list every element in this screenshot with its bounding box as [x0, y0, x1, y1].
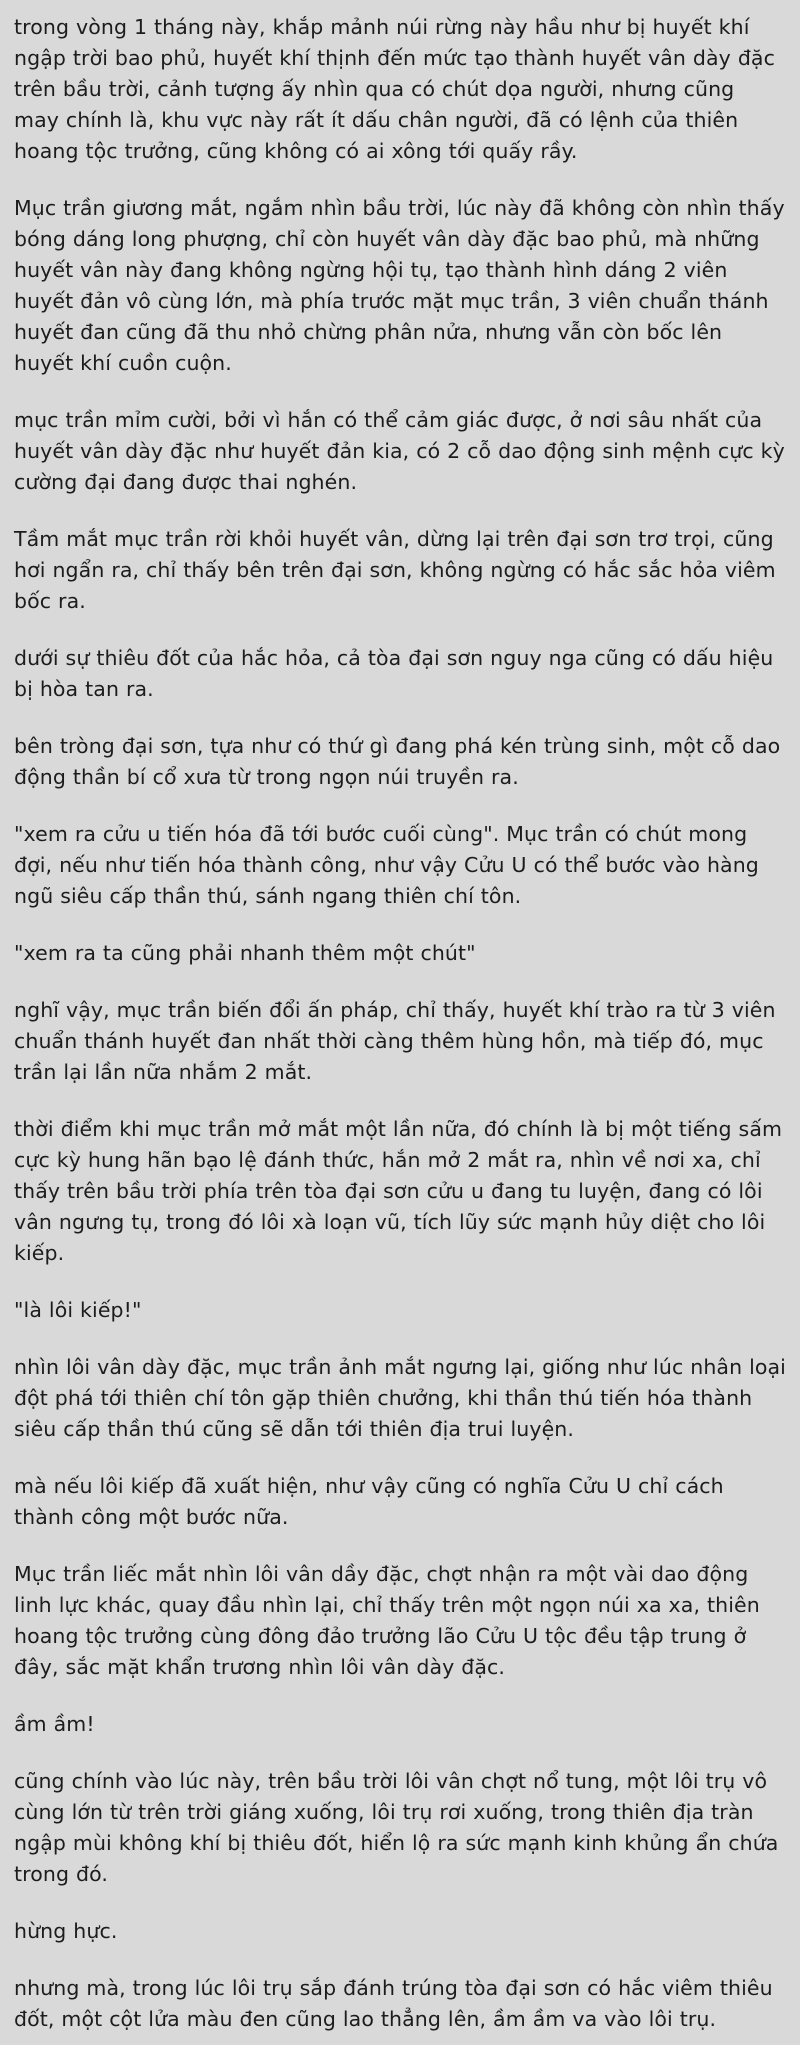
paragraph: cũng chính vào lúc này, trên bầu trời lôi vân chợt nổ tung, một lôi trụ vô cùng lớn từ trên trời giáng xuống, lôi trụ rơi xuống, trong thiên địa tràn ngập mùi không khí bị thiêu đốt, hiển lộ ra sức mạnh kinh khủng ẩn chứa trong đó.: [14, 1769, 779, 1886]
paragraph: mục trần mỉm cười, bởi vì hắn có thể cảm giác được, ở nơi sâu nhất của huyết vân dày đặc như huyết đản kia, có 2 cỗ dao động sinh mệnh cực kỳ cường đại đang được thai nghén.: [14, 408, 785, 494]
paragraph: Mục trần liếc mắt nhìn lôi vân dầy đặc, chợt nhận ra một vài dao động linh lực khác, quay đầu nhìn lại, chỉ thấy trên một ngọn núi xa xa, thiên hoang tộc trưởng cùng đông đảo trưởng lão Cửu U tộc đều tập trung ở đây, sắc mặt khẩn trương nhìn lôi vân dày đặc.: [14, 1562, 760, 1679]
paragraph: "xem ra ta cũng phải nhanh thêm một chút": [14, 941, 476, 965]
paragraph: nhưng mà, trong lúc lôi trụ sắp đánh trúng tòa đại sơn có hắc viêm thiêu đốt, một cột lửa màu đen cũng lao thẳng lên, ầm ầm va vào lôi trụ.: [14, 1976, 773, 2031]
paragraph: trong vòng 1 tháng này, khắp mảnh núi rừng này hầu như bị huyết khí ngập trời bao phủ, huyết khí thịnh đến mức tạo thành huyết vân dày đặc trên bầu trời, cảnh tượng ấy nhìn qua có chút dọa người, nhưng cũng may chính là, khu vực này rất ít dấu chân người, đã có lệnh của thiên hoang tộc trưởng, cũng không có ai xông tới quấy rầy.: [14, 15, 775, 163]
paragraph: "xem ra cửu u tiến hóa đã tới bước cuối cùng". Mục trần có chút mong đợi, nếu như tiến hóa thành công, như vậy Cửu U có thể bước vào hàng ngũ siêu cấp thần thú, sánh ngang thiên chí tôn.: [14, 822, 759, 908]
paragraph: mà nếu lôi kiếp đã xuất hiện, như vậy cũng có nghĩa Cửu U chỉ cách thành công một bước nữa.: [14, 1474, 724, 1529]
paragraph: hừng hực.: [14, 1919, 118, 1943]
paragraph: nghĩ vậy, mục trần biến đổi ấn pháp, chỉ thấy, huyết khí trào ra từ 3 viên chuẩn thánh huyết đan nhất thời càng thêm hùng hồn, mà tiếp đó, mục trần lại lần nữa nhắm 2 mắt.: [14, 998, 776, 1084]
paragraph: thời điểm khi mục trần mở mắt một lần nữa, đó chính là bị một tiếng sấm cực kỳ hung hãn bạo lệ đánh thức, hắn mở 2 mắt ra, nhìn về nơi xa, chỉ thấy trên bầu trời phía trên tòa đại sơn cửu u đang tu luyện, đang có lôi vân ngưng tụ, trong đó lôi xà loạn vũ, tích lũy sức mạnh hủy diệt cho lôi kiếp.: [14, 1117, 783, 1265]
paragraph: dưới sự thiêu đốt của hắc hỏa, cả tòa đại sơn nguy nga cũng có dấu hiệu bị hòa tan ra.: [14, 646, 774, 701]
paragraph: Tầm mắt mục trần rời khỏi huyết vân, dừng lại trên đại sơn trơ trọi, cũng hơi ngẩn ra, chỉ thấy bên trên đại sơn, không ngừng có hắc sắc hỏa viêm bốc ra.: [14, 527, 776, 613]
paragraph: ầm ầm!: [14, 1712, 95, 1736]
paragraph: nhìn lôi vân dày đặc, mục trần ảnh mắt ngưng lại, giống như lúc nhân loại đột phá tới thiên chí tôn gặp thiên chưởng, khi thần thú tiến hóa thành siêu cấp thần thú cũng sẽ dẫn tới thiên địa trui luyện.: [14, 1355, 786, 1441]
paragraph: "là lôi kiếp!": [14, 1298, 142, 1322]
paragraph: bên tròng đại sơn, tựa như có thứ gì đang phá kén trùng sinh, một cỗ dao động thần bí cổ xưa từ trong ngọn núi truyền ra.: [14, 734, 781, 789]
paragraph: Mục trần giương mắt, ngắm nhìn bầu trời, lúc này đã không còn nhìn thấy bóng dáng long phượng, chỉ còn huyết vân dày đặc bao phủ, mà những huyết vân này đang không ngừng hội tụ, tạo thành hình dáng 2 viên huyết đản vô cùng lớn, mà phía trước mặt mục trần, 3 viên chuẩn thánh huyết đan cũng đã thu nhỏ chừng phân nửa, nhưng vẫn còn bốc lên huyết khí cuồn cuộn.: [14, 196, 785, 375]
